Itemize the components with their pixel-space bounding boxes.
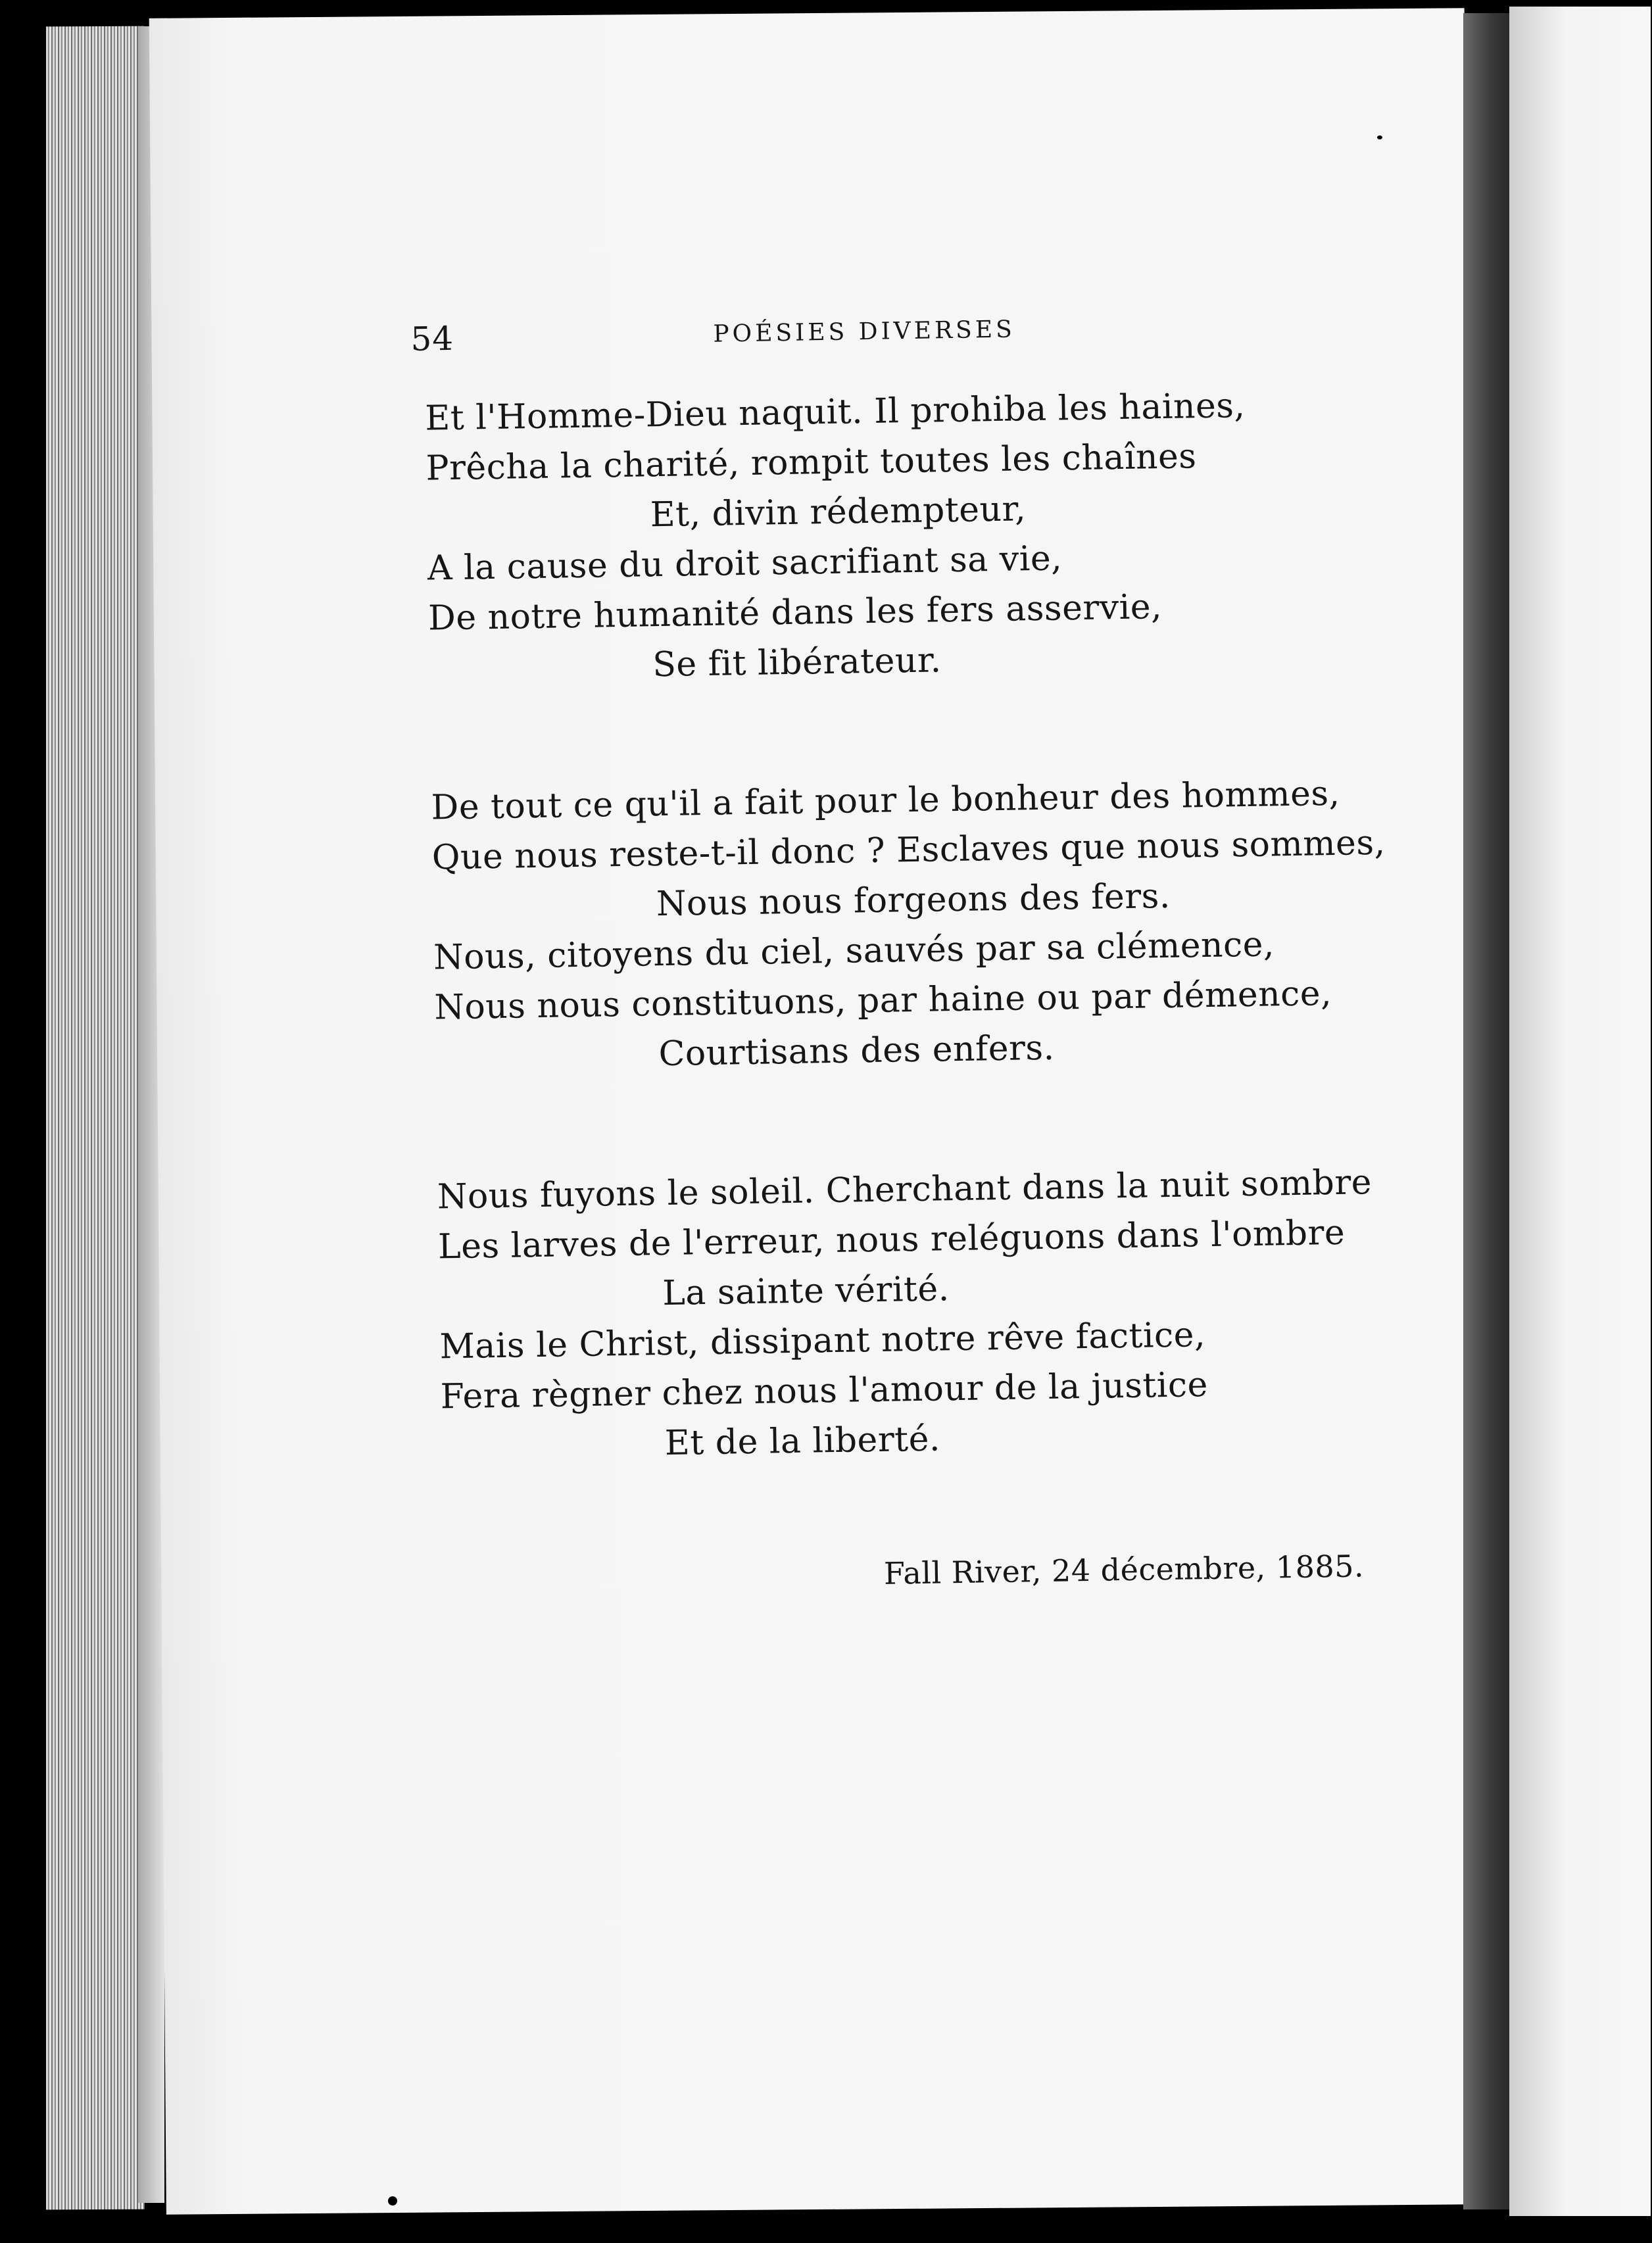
verse-line: Fera règner chez nous l'amour de la justice [440, 1365, 1209, 1417]
poem [425, 378, 1430, 1561]
verse-line: Et l'Homme-Dieu naquit. Il prohiba les haines, [424, 386, 1246, 439]
verse-line: Les larves de l'erreur, nous reléguons dans l'ombre [437, 1213, 1346, 1267]
verse-line: Se fit libérateur. [652, 640, 942, 685]
verse-line: Courtisans des enfers. [658, 1028, 1055, 1074]
place-and-date: Fall River, 24 décembre, 1885. [883, 1548, 1365, 1591]
page-number: 54 [410, 319, 454, 358]
verse-line: Nous, citoyens du ciel, sauvés par sa clémence, [433, 925, 1275, 978]
running-title: POÉSIES DIVERSES [713, 316, 1016, 348]
verse-line: Nous fuyons le soleil. Cherchant dans la nuit sombre [437, 1163, 1373, 1217]
verse-line: Et, divin rédempteur, [650, 489, 1027, 535]
verse-line: Nous nous forgeons des fers. [656, 876, 1171, 925]
verse-line: Nous nous constituons, par haine ou par démence, [433, 974, 1332, 1028]
stanza [431, 767, 1422, 1083]
verse-line: Mais le Christ, dissipant notre rêve factice, [439, 1315, 1206, 1367]
stanza [437, 1157, 1428, 1472]
verse-line: La sainte vérité. [662, 1269, 950, 1314]
running-head [410, 304, 1411, 360]
verse-line: A la cause du droit sacrifiant sa vie, [427, 539, 1063, 589]
verse-line: Prêcha la charité, rompit toutes les chaînes [425, 437, 1197, 489]
verse-line: De tout ce qu'il a fait pour le bonheur des hommes, [431, 773, 1341, 828]
verse-line: Et de la liberté. [664, 1419, 941, 1464]
stanza [425, 378, 1416, 694]
verse-line: De notre humanité dans les fers asservie, [427, 587, 1163, 639]
verse-line: Que nous reste-t-il donc ? Esclaves que nous sommes, [431, 823, 1386, 878]
